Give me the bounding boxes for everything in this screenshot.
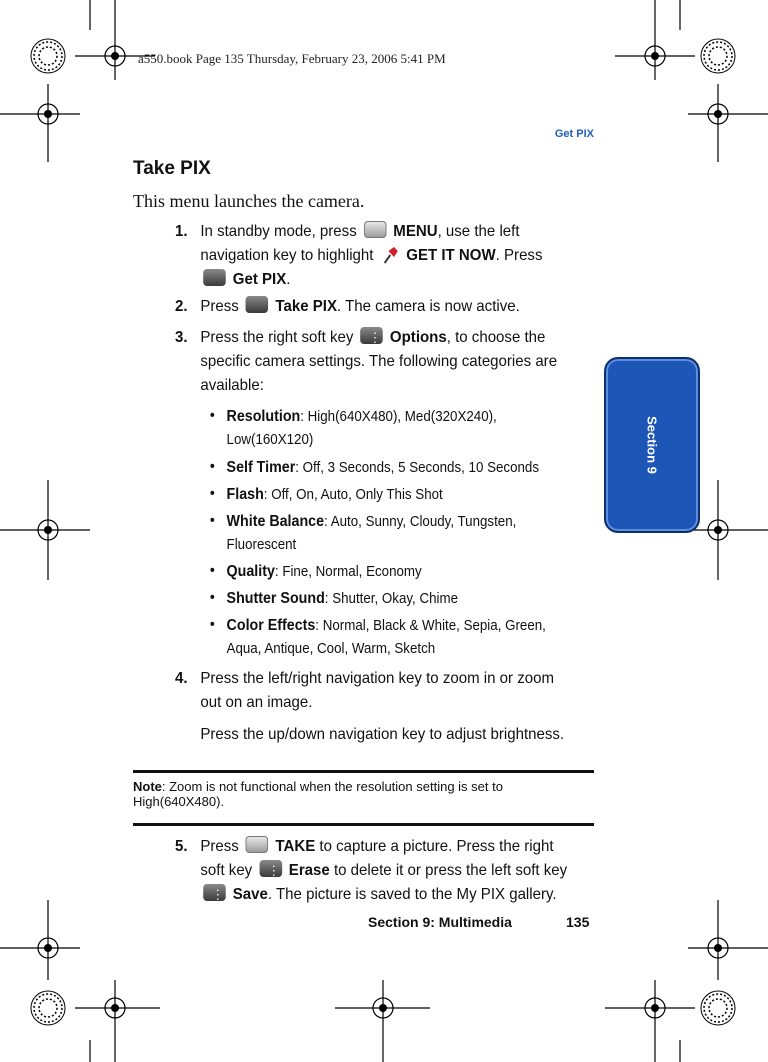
intro-text: This menu launches the camera. xyxy=(133,191,365,211)
step-number: 3. xyxy=(175,329,188,346)
print-header: a550.book Page 135 Thursday, February 23, 2006 5:41 PM xyxy=(138,51,446,66)
bullet-flash: • Flash: Off, On, Auto, Only This Shot xyxy=(210,486,443,503)
running-head: Get PIX xyxy=(554,128,594,140)
bullet-self-timer: • Self Timer: Off, 3 Seconds, 5 Seconds, 10 Seconds xyxy=(210,459,540,476)
bullet-shutter-sound: • Shutter Sound: Shutter, Okay, Chime xyxy=(210,590,459,607)
step-number: 1. xyxy=(175,223,188,240)
soft-key-icon xyxy=(259,860,282,877)
step-3: 3. Press the right soft key ⋮ Options, to choose the specific camera settings. The following categories are available: xyxy=(175,326,570,398)
bullet-white-balance: • White Balance: Auto, Sunny, Cloudy, Tungsten, Fluorescent xyxy=(210,513,517,553)
step-2: 2. Press Take PIX. The camera is now active. xyxy=(175,295,570,319)
ok-key-icon xyxy=(246,836,269,853)
2-key-icon xyxy=(203,269,226,286)
note-box: Note: Zoom is not functional when the resolution setting is set to High(640X480). xyxy=(133,770,594,826)
section-tab xyxy=(604,357,700,533)
section-title: Take PIX xyxy=(133,158,211,179)
bullet-quality: • Quality: Fine, Normal, Economy xyxy=(210,563,422,580)
get-it-now-pin-icon xyxy=(380,245,399,262)
soft-key-icon xyxy=(360,327,383,344)
step-5: 5. Press TAKE to capture a picture. Press the right soft key ⋮ Erase to delete it or press the left soft key ⋮ Save. The picture is saved to the My PIX gallery. xyxy=(175,835,570,907)
step-4: 4. Press the left/right navigation key to zoom in or zoom out on an image. Press the up/down navigation key to adjust brightness. xyxy=(175,667,570,747)
step-number: 2. xyxy=(175,298,188,315)
ok-key-icon xyxy=(364,221,387,238)
4-key-icon xyxy=(246,296,269,313)
bullet-color-effects: • Color Effects: Normal, Black & White, Sepia, Green, Aqua, Antique, Cool, Warm, Sketch xyxy=(210,617,546,657)
footer-section: Section 9: Multimedia xyxy=(368,914,512,930)
section-tab-label: Section 9 xyxy=(644,416,660,474)
page-number: 135 xyxy=(566,914,590,930)
step-number: 4. xyxy=(175,670,188,687)
step-number: 5. xyxy=(175,838,188,855)
step-1: 1. In standby mode, press MENU, use the left navigation key to highlight GET IT NOW. Press Get PIX. xyxy=(175,220,570,292)
soft-key-icon xyxy=(203,884,226,901)
bullet-resolution: • Resolution: High(640X480), Med(320X240), Low(160X120) xyxy=(210,408,497,448)
